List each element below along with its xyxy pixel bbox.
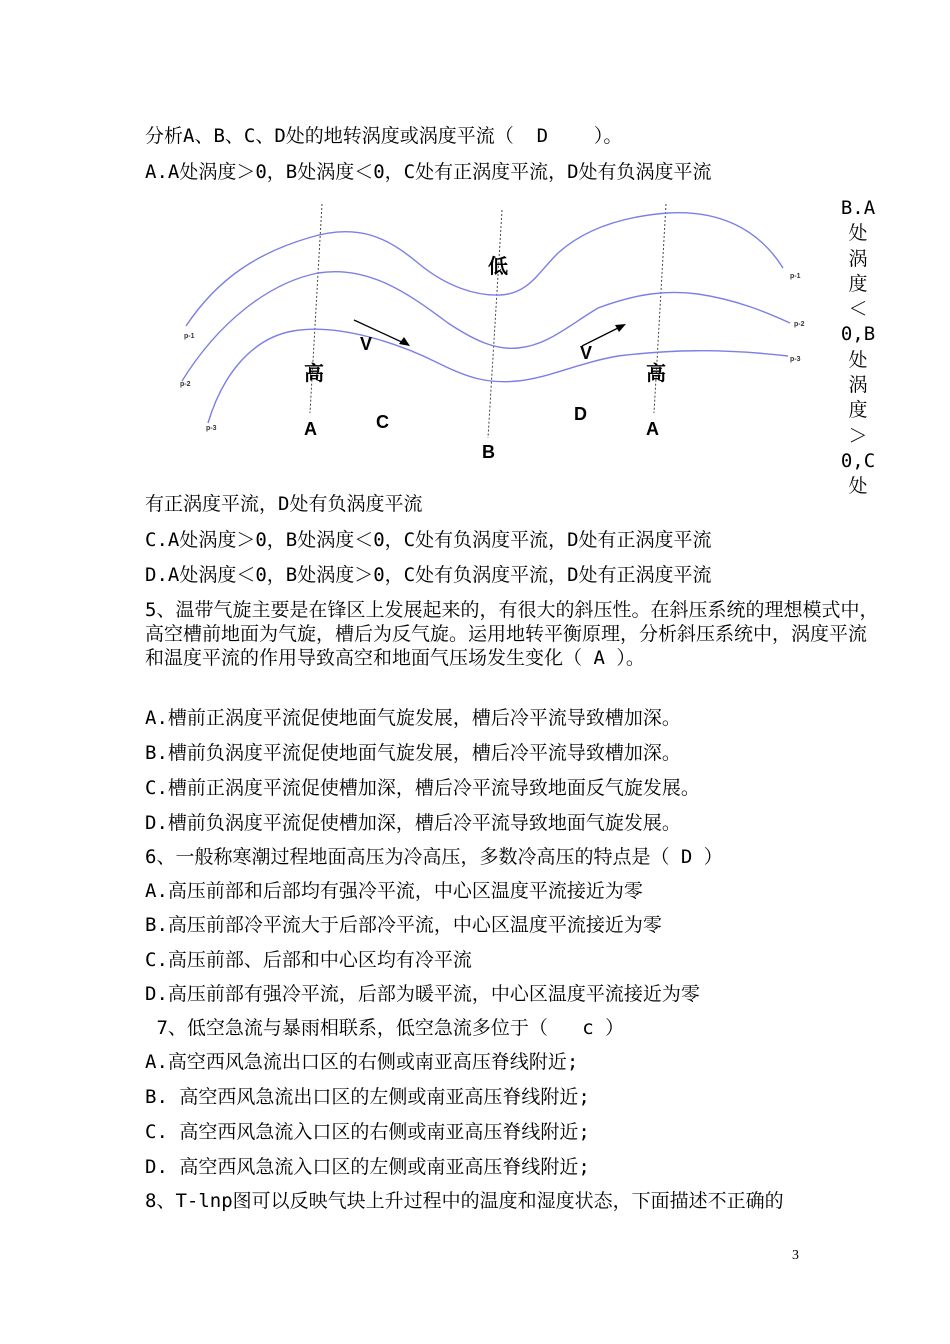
a-label-left: A [304, 419, 317, 439]
side-char: 0,B [840, 323, 876, 346]
side-char: 0,C [840, 449, 876, 472]
side-char: 度 [848, 399, 868, 422]
c-label: C [376, 412, 389, 432]
option-d-line: D.A处涡度＜0，B处涡度＞0，C处有负涡度平流，D处有正涡度平流 [145, 564, 712, 586]
high-label-right: 高 [646, 361, 666, 385]
contour-p2 [182, 272, 790, 381]
question-6-text: 6、一般称寒潮过程地面高压为冷高压，多数冷高压的特点是（ D ） [145, 846, 723, 868]
contour-p1 [186, 213, 783, 326]
side-char: 涡 [848, 247, 868, 270]
q5-option-a: A.槽前正涡度平流促使地面气旋发展，槽后冷平流导致槽加深。 [145, 707, 681, 729]
b-label: B [482, 442, 495, 462]
side-char: 处 [848, 348, 868, 371]
v-label-2: V [580, 343, 593, 363]
side-char: 涡 [848, 374, 868, 397]
q7-option-d: D. 高空西风急流入口区的左侧或南亚高压脊线附近; [145, 1156, 590, 1178]
p3-left-label: p-3 [206, 425, 217, 432]
side-char: 处 [848, 222, 868, 245]
height-contour-diagram [178, 198, 818, 470]
p2-left-label: p-2 [180, 381, 191, 388]
option-b-continuation: 有正涡度平流，D处有负涡度平流 [145, 493, 423, 515]
q5-option-c: C.槽前正涡度平流促使槽加深，槽后冷平流导致地面反气旋发展。 [145, 777, 700, 799]
side-char: B.A [840, 197, 876, 219]
d-label: D [574, 404, 587, 424]
p2-right-label: p-2 [794, 321, 805, 328]
a-label-right: A [646, 419, 659, 439]
p1-left-label: p-1 [184, 333, 195, 340]
question-5-text: 5、温带气旋主要是在锋区上发展起来的，有很大的斜压性。在斜压系统的理想模式中，高空槽前地面为气旋，槽后为反气旋。运用地转平衡原理，分析斜压系统中，涡度平流和温度平流的作用导致高空和地面气压场发生变化（ A ）。 [145, 599, 879, 669]
p3-right-label: p-3 [790, 356, 801, 363]
p1-right-label: p-1 [790, 273, 801, 280]
q5-option-b: B.槽前负涡度平流促使地面气旋发展，槽后冷平流导致槽加深。 [145, 742, 681, 764]
v-label-1: V [360, 334, 373, 354]
question-7-text: 7、低空急流与暴雨相联系，低空急流多位于（ c ） [145, 1017, 625, 1039]
q6-option-c: C.高压前部、后部和中心区均有冷平流 [145, 949, 472, 971]
q7-option-a: A.高空西风急流出口区的右侧或南亚高压脊线附近; [145, 1051, 579, 1073]
option-a-line: A.A处涡度＞0，B处涡度＜0，C处有正涡度平流，D处有负涡度平流 [145, 161, 712, 183]
q7-option-c: C. 高空西风急流入口区的右侧或南亚高压脊线附近; [145, 1121, 590, 1143]
page-number: 3 [792, 1248, 799, 1263]
side-char: ＜ [848, 298, 868, 321]
option-b-wrapped-column [838, 196, 878, 500]
high-label-left: 高 [304, 361, 324, 385]
axis-line-b [488, 210, 502, 438]
q6-option-b: B.高压前部冷平流大于后部冷平流，中心区温度平流接近为零 [145, 914, 662, 936]
option-c-line: C.A处涡度＞0，B处涡度＜0，C处有负涡度平流，D处有正涡度平流 [145, 529, 712, 551]
q6-option-d: D.高压前部有强冷平流，后部为暖平流，中心区温度平流接近为零 [145, 983, 700, 1005]
question-8-text: 8、T-lnp图可以反映气块上升过程中的温度和湿度状态，下面描述不正确的 [145, 1190, 784, 1212]
side-char: ＞ [848, 424, 868, 447]
low-label: 低 [488, 254, 508, 278]
side-char: 处 [848, 475, 868, 498]
line-1: 分析A、B、C、D处的地转涡度或涡度平流（ D ）。 [145, 125, 623, 147]
contour-p3 [208, 329, 788, 423]
q7-option-b: B. 高空西风急流出口区的左侧或南亚高压脊线附近; [145, 1086, 590, 1108]
q6-option-a: A.高压前部和后部均有强冷平流，中心区温度平流接近为零 [145, 880, 643, 902]
q5-option-d: D.槽前负涡度平流促使槽加深，槽后冷平流导致地面气旋发展。 [145, 812, 681, 834]
side-char: 度 [848, 272, 868, 295]
